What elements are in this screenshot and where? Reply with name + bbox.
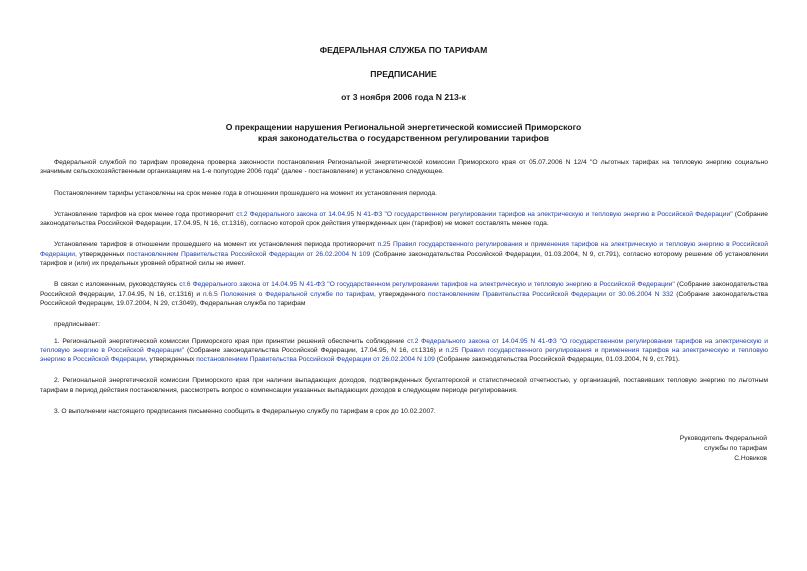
- paragraph-prescribes: предписывает:: [54, 321, 100, 329]
- signature-position-line1: Руководитель Федеральной: [679, 435, 767, 442]
- title-line-2: края законодательства о государственном регулировании тарифов: [257, 133, 550, 143]
- link-decree-109-item[interactable]: постановлением Правительства Российской Федерации от 26.02.2004 N 109: [196, 356, 435, 364]
- link-law-41fz-art2-item[interactable]: ст.2 Федерального закона от 14.04.95 N 41-ФЗ "О государственном регулировании тарифов на электрическую и тепловую энергию в Российской Федерации": [40, 337, 768, 354]
- paragraph-term-violation: Установление тарифов на срок менее года противоречит ст.2 Федерального закона от 14.04.95 N 41-ФЗ "О государственном регулировании тарифов на электрическую и тепловую энергию в Российской Федерации" (Собрание законодательства Российской Федерации, 17.04.95, N 16, ст.1316), согласно которой срок действия утвержденных цен (тарифов) не может составлять менее года.: [40, 210, 768, 228]
- prescription-item-1: 1. Региональной энергетической комиссии Приморского края при принятии решений обеспечить соблюдение ст.2 Федерального закона от 14.04.95 N 41-ФЗ "О государственном регулировании тарифов на электрическую и тепловую энергию в Российской Федерации" (Собрание законодательства Российской Федерации, 17.04.95, N 16, ст.1316) и п.25 Правил государственного регулирования и применения тарифов на электрическую и тепловую энергию в Российской Федерации, утвержденных постановлением Правительства Российской Федерации от 26.02.2004 N 109 (Собрание законодательства Российской Федерации, 01.03.2004, N 9, ст.791).: [40, 337, 768, 364]
- prescription-item-3: 3. О выполнении настоящего предписания письменно сообщить в Федеральную службу по тарифам в срок до 10.02.2007.: [54, 408, 436, 416]
- paragraph-retroactive-violation: Установление тарифов в отношении прошедшего на момент их установления периода противоречит п.25 Правил государственного регулирования и применения тарифов на электрическую и тепловую энергию в Российской Федерации, утвержденных постановлением Правительства Российской Федерации от 26.02.2004 N 109 (Собрание законодательства Российской Федерации, 01.03.2004, N 9, ст.791), согласно которому решение об установлении тарифов и (или) их предельных уровней обратной силы не имеет.: [40, 241, 769, 268]
- signature-name: С.Новиков: [734, 455, 767, 462]
- link-rules-p25[interactable]: п.25 Правил государственного регулирования и применения тарифов на электрическую и тепловую энергию в Российской Федерации: [40, 241, 768, 258]
- link-law-41fz-art6[interactable]: ст.6 Федерального закона от 14.04.95 N 41-ФЗ "О государственном регулировании тарифов на электрическую и тепловую энергию в Российской Федерации": [179, 281, 675, 289]
- date-number-heading: от 3 ноября 2006 года N 213-к: [341, 92, 466, 102]
- prescription-item-2: 2. Региональной энергетической комиссии Приморского края при наличии выпадающих доходов, подтвержденных бухгалтерской и статистической отчетностью, у организаций, поставивших тепловую энергию по льготным тарифам в период действия постановления, рассмотреть вопрос о компенсации указанных выпадающих доходов в следующем периоде регулирования.: [40, 377, 768, 394]
- signature-position-line2: службы по тарифам: [704, 445, 767, 452]
- signature-block: [680, 434, 767, 464]
- doc-type-heading: ПРЕДПИСАНИЕ: [370, 69, 437, 79]
- link-regulation-p65[interactable]: п.6.5 Положения о Федеральной службе по тарифам: [202, 290, 374, 298]
- paragraph-grounds: В связи с изложенным, руководствуясь ст.6 Федерального закона от 14.04.95 N 41-ФЗ "О государственном регулировании тарифов на электрическую и тепловую энергию в Российской Федерации" (Собрание законодательства Российской Федерации, 17.04.95, N 16, ст.1316) и п.6.5 Положения о Федеральной службе по тарифам, утвержденного постановлением Правительства Российской Федерации от 30.06.2004 N 332 (Собрание законодательства Российской Федерации, 19.07.2004, N 29, ст.3049), Федеральная служба по тарифам: [40, 281, 768, 307]
- paragraph-finding: Постановлением тарифы установлены на срок менее года в отношении прошедшего на момент их установления периода.: [54, 189, 437, 197]
- document-body: [40, 158, 768, 428]
- link-decree-109[interactable]: постановлением Правительства Российской Федерации от 26.02.2004 N 109: [126, 250, 371, 258]
- agency-heading: ФЕДЕРАЛЬНАЯ СЛУЖБА ПО ТАРИФАМ: [319, 45, 488, 55]
- link-law-41fz-art2[interactable]: ст.2 Федерального закона от 14.04.95 N 41-ФЗ "О государственном регулировании тарифов на электрическую и тепловую энергию в Российской Федерации": [236, 210, 733, 218]
- link-decree-332[interactable]: постановлением Правительства Российской Федерации от 30.06.2004 N 332: [428, 290, 674, 298]
- link-rules-p25-item[interactable]: п.25 Правил государственного регулирования и применения тарифов на электрическую и тепловую энергию в Российской Федерации: [40, 346, 768, 364]
- paragraph-inspection: Федеральной службой по тарифам проведена проверка законности постановления Региональной энергетической комиссии Приморского края от 05.07.2006 N 12/4 "О льготных тарифах на тепловую энергию социально значимым сельскохозяйственным организациям на 1-е полугодие 2006 года" (далее - постановление) и установлено следующее.: [40, 159, 768, 176]
- title-line-1: О прекращении нарушения Региональной энергетической комиссией Приморского: [225, 122, 582, 132]
